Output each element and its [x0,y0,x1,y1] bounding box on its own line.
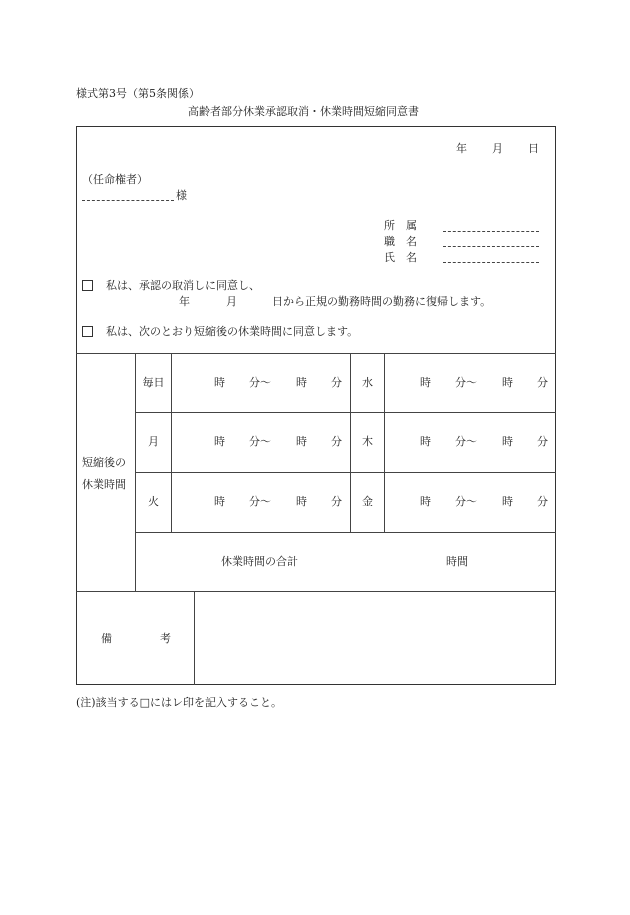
appointer-honorific: 様 [176,189,187,202]
name-line[interactable] [443,262,539,263]
end-minute-unit: 分 [331,376,342,389]
end-minute-unit: 分 [537,435,548,448]
option1-checkbox[interactable] [82,280,93,293]
day-label: 金 [362,495,373,508]
end-minute-unit: 分 [331,495,342,508]
option1-month: 月 [226,295,237,308]
end-minute-unit: 分 [537,376,548,389]
appointer-label: （任命権者） [82,173,148,186]
affiliation-line[interactable] [443,231,539,232]
end-hour-unit: 時 [502,495,513,508]
date-year: 年 [456,142,467,155]
option2-checkbox[interactable] [82,326,93,339]
schedule-top-line [76,353,556,354]
remarks-label-1: 備 [101,632,112,645]
name-label: 氏 名 [384,251,417,264]
start-minute-unit: 分〜 [249,495,271,508]
end-hour-unit: 時 [502,435,513,448]
total-unit: 時間 [446,555,468,568]
day-label: 月 [148,435,159,448]
day-label: 木 [362,435,373,448]
start-hour-unit: 時 [214,376,225,389]
section-label-2: 休業時間 [82,478,126,491]
remarks-field[interactable] [195,592,555,684]
row-line-2 [135,472,556,473]
form-number: 様式第3号（第5条関係） [76,87,200,100]
day-label: 毎日 [142,376,165,389]
option2-text: 私は、次のとおり短縮後の休業時間に同意します。 [106,325,359,338]
start-hour-unit: 時 [420,376,431,389]
end-hour-unit: 時 [502,376,513,389]
end-hour-unit: 時 [296,376,307,389]
end-minute-unit: 分 [331,435,342,448]
footnote: (注)該当する□にはレ印を記入すること。 [76,696,282,709]
appointer-name-line[interactable] [82,200,174,201]
row-line-1 [135,412,556,413]
remarks-label-2: 考 [160,632,171,645]
option1-text: 私は、承認の取消しに同意し、 [106,279,260,292]
col-line-section [135,353,136,591]
page-title: 高齢者部分休業承認取消・休業時間短縮同意書 [188,105,419,118]
start-hour-unit: 時 [214,495,225,508]
end-hour-unit: 時 [296,435,307,448]
job-title-line[interactable] [443,246,539,247]
row-line-3 [135,532,556,533]
date-day: 日 [528,142,539,155]
option1-year: 年 [179,295,190,308]
job-title-label: 職 名 [384,235,417,248]
section-label-1: 短縮後の [82,456,126,469]
start-minute-unit: 分〜 [249,435,271,448]
start-hour-unit: 時 [420,435,431,448]
end-minute-unit: 分 [537,495,548,508]
start-hour-unit: 時 [420,495,431,508]
date-month: 月 [492,142,503,155]
start-hour-unit: 時 [214,435,225,448]
start-minute-unit: 分〜 [455,495,477,508]
day-label: 水 [362,376,373,389]
total-label: 休業時間の合計 [221,555,298,568]
start-minute-unit: 分〜 [455,376,477,389]
start-minute-unit: 分〜 [249,376,271,389]
day-label: 火 [148,495,159,508]
option1-rest: 日から正規の勤務時間の勤務に復帰します。 [272,295,492,308]
end-hour-unit: 時 [296,495,307,508]
start-minute-unit: 分〜 [455,435,477,448]
col-line-right-day [384,353,385,532]
col-line-left-day [171,353,172,532]
affiliation-label: 所 属 [384,219,417,232]
